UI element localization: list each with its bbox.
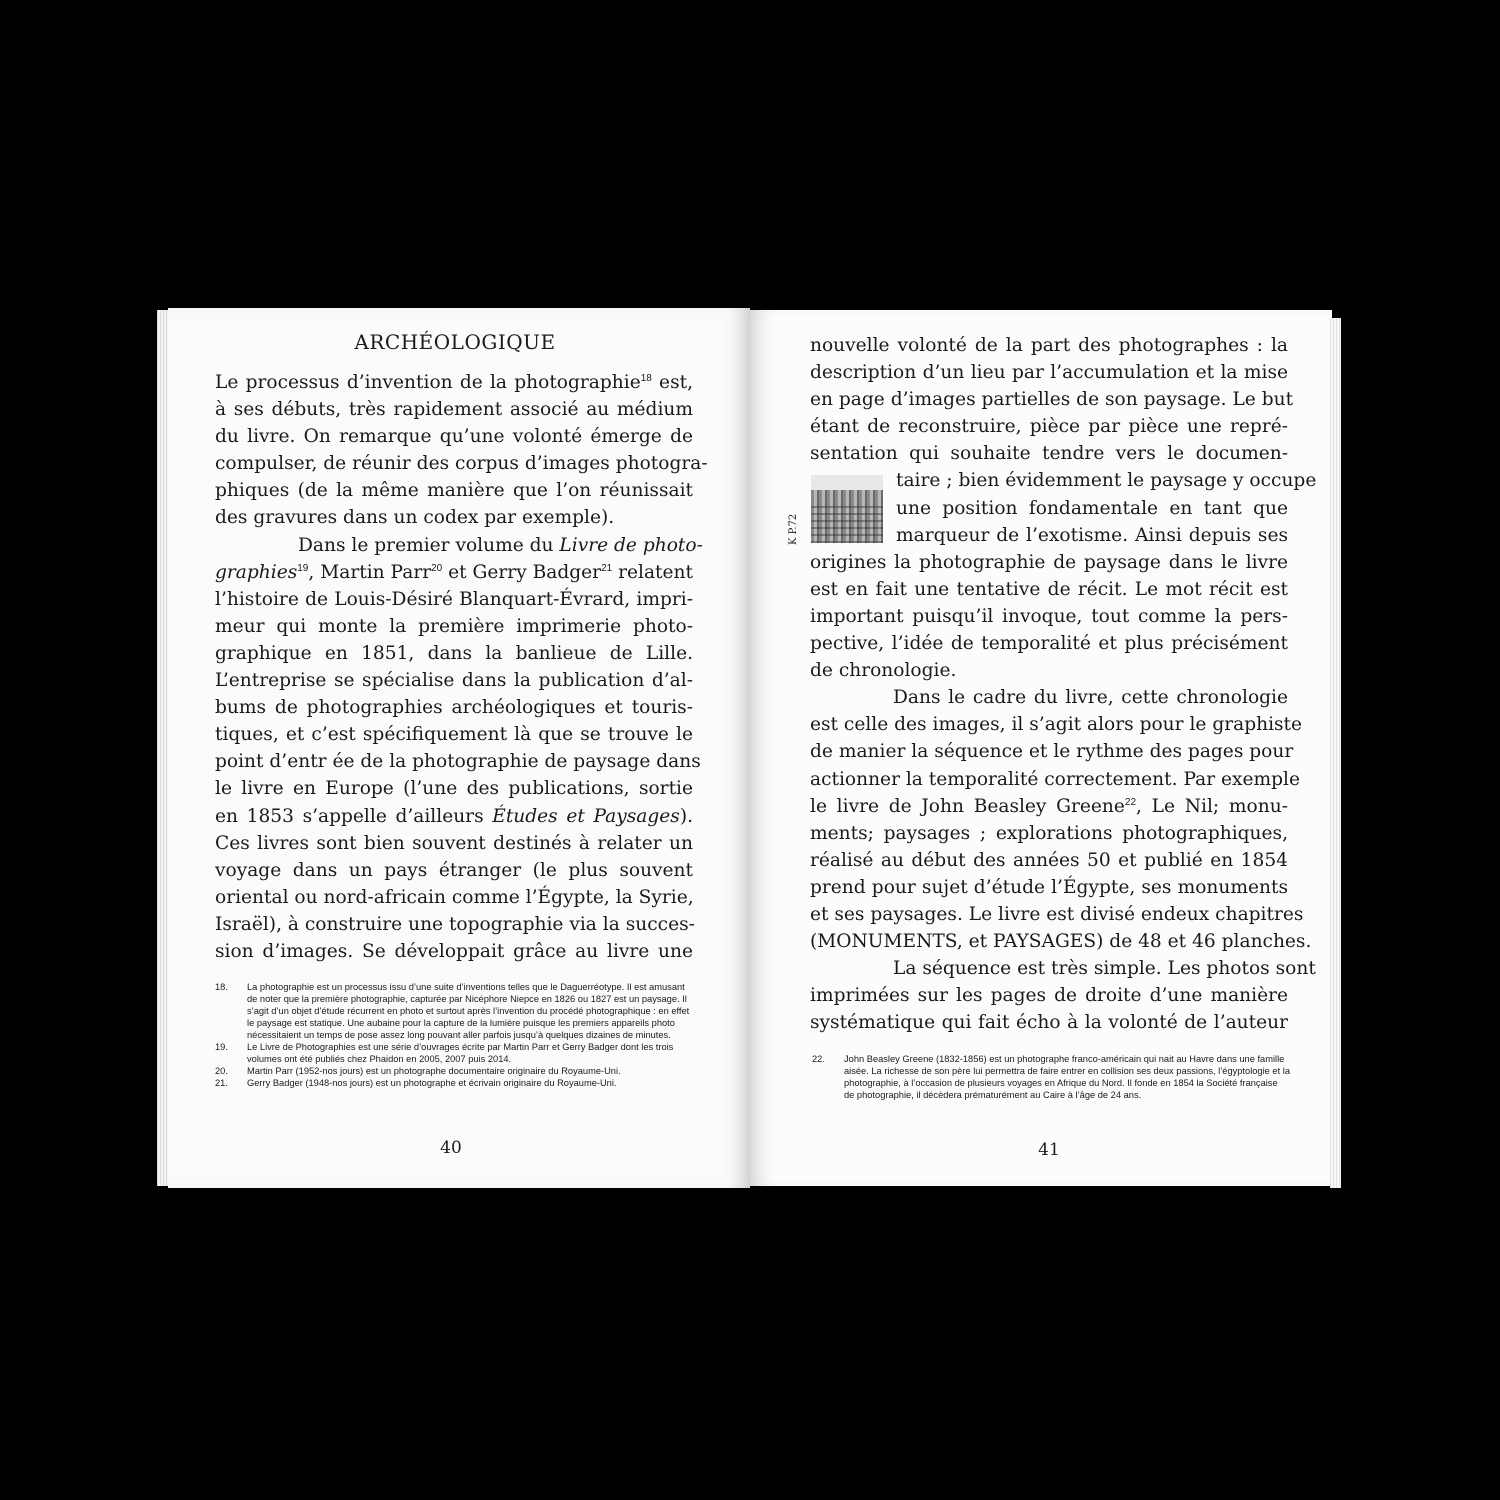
page-edges-right xyxy=(1330,318,1341,1188)
text-line: nouvelle volonté de la part des photographes : la xyxy=(810,335,1288,356)
text-line: bums de photographies archéologiques et touris- xyxy=(215,697,693,719)
text-line: graphique en 1851, dans la banlieue de Lille. xyxy=(215,642,693,664)
text-line: du livre. On remarque qu’une volonté émerge de xyxy=(215,426,693,448)
text-line: le livre en Europe (l’une des publications, sortie xyxy=(215,778,693,800)
text-line: est celle des images, il s’agit alors pour le graphiste xyxy=(810,714,1303,736)
text-line: compulser, de réunir des corpus d’images photogra- xyxy=(215,453,708,475)
text-line: meur qui monte la première imprimerie photo- xyxy=(215,615,693,637)
text-line: le livre de John Beasley Greene$^{22}$, Le Nil; monu- xyxy=(810,795,1288,817)
text-line: Le processus d’invention de la photographie$^{18}$ est, xyxy=(215,372,693,393)
text-line: description d’un lieu par l’accumulation et la mise xyxy=(810,362,1288,384)
text-line: de manier la séquence et le rythme des pages pour xyxy=(810,741,1294,763)
text-line: marqueur de l’exotisme. Ainsi depuis ses xyxy=(896,524,1288,546)
text-line: imprimées sur les pages de droite d’une manière xyxy=(810,985,1288,1007)
text-line: sion d’images. Se développait grâce au livre une xyxy=(215,940,693,962)
text-line: taire ; bien évidemment le paysage y occupe xyxy=(896,470,1317,492)
text-line: actionner la temporalité correctement. Par exemple xyxy=(810,768,1300,790)
page-number-right: 41 xyxy=(1038,1140,1060,1160)
left-footnotes xyxy=(215,981,693,1089)
text-line: étant de reconstruire, pièce par pièce une repré- xyxy=(810,416,1288,438)
text-line: L’entreprise se spécialise dans la publication d’al- xyxy=(215,670,693,692)
text-line: graphies$^{19}$, Martin Parr$^{20}$ et Gerry Badger$^{21}$ relatent xyxy=(215,561,693,583)
text-line: prend pour sujet d’étude l’Égypte, ses monuments xyxy=(810,876,1288,898)
text-line: réalisé au début des années 50 et publié en 1854 xyxy=(810,849,1288,871)
text-line: sentation qui souhaite tendre vers le documen- xyxy=(810,443,1288,465)
text-line: voyage dans un pays étranger (le plus souvent xyxy=(215,859,693,881)
page-number-left: 40 xyxy=(440,1138,462,1158)
text-line: en 1853 s’appelle d’ailleurs Études et Paysages). xyxy=(215,805,693,827)
footnote: 21. Gerry Badger (1948-nos jours) est un photographe et écrivain originaire du Royaume-Uni. xyxy=(215,1078,617,1088)
text-line: origines la photographie de paysage dans le livre xyxy=(810,551,1288,573)
text-line: et ses paysages. Le livre est divisé endeux chapitres xyxy=(810,903,1304,925)
text-line: systématique qui fait écho à la volonté de l’auteur xyxy=(810,1012,1288,1034)
left-body-text xyxy=(215,369,708,965)
text-line: en page d’images partielles de son paysage. Le but xyxy=(810,389,1294,411)
text-line: est en fait une tentative de récit. Le mot récit est xyxy=(810,578,1288,600)
right-footnotes xyxy=(812,1053,1290,1101)
text-line: Dans le premier volume du Livre de photo- xyxy=(298,534,703,556)
text-line: oriental ou nord-africain comme l’Égypte, la Syrie, xyxy=(215,886,694,908)
text-line: point d’entr ée de la photographie de paysage dans xyxy=(215,751,701,773)
side-reference-mark: K P.72 xyxy=(788,513,799,545)
text-line: des gravures dans un codex par exemple). xyxy=(215,507,615,529)
footnote: 19. Le Livre de Photographies est une série d’ouvrages écrite par Martin Parr et Gerry Badger dont les trois volumes ont été publiés chez Phaidon en 2005, 2007 puis 2014. xyxy=(215,1042,674,1064)
text-line: important puisqu’il invoque, tout comme la pers- xyxy=(810,605,1288,627)
text-line: Ces livres sont bien souvent destinés à relater un xyxy=(215,832,693,854)
text-line: Dans le cadre du livre, cette chronologie xyxy=(893,687,1288,709)
text-line: à ses débuts, très rapidement associé au médium xyxy=(215,399,693,421)
text-line: une position fondamentale en tant que xyxy=(896,497,1288,519)
text-line: ments; paysages ; explorations photographiques, xyxy=(810,822,1288,844)
footnote: 18. La photographie est un processus issu d’une suite d’inventions telles que le Daguerréotype. Il est amusant de noter que la première photographie, capturée par Nicéphore Niepce en 1826 ou 1827 est un paysage. Il s’agit d’un objet d’étude récurrent en photo et surtout après l’invention du procédé photographique : en effet le paysage est statique. Une aubaine pour la capture de la lumière puisque les premiers appareils photo nécessitaient un temps de pose assez long pouvant aller parfois jusqu’à quelques dizaines de minutes. xyxy=(215,982,690,1040)
text-line: de chronologie. xyxy=(810,660,957,682)
footnote: 20. Martin Parr (1952-nos jours) est un photographe documentaire originaire du Royaume-Uni. xyxy=(215,1066,621,1076)
text-line: tiques, et c’est spécifiquement là que se trouve le xyxy=(215,724,693,746)
footnote: 22. John Beasley Greene (1832-1856) est un photographe franco-américain qui nait au Havre dans une famille aisée. La richesse de son père lui permettra de faire entrer en collision ses deux passions, l’égyptologie et la photographie, à l’occasion de plusieurs voyages en Afrique du Nord. Il fonde en 1854 la Société française de photographie, il décèdera prématurément au Caire à l’âge de 24 ans. xyxy=(812,1054,1290,1100)
text-line: pective, l’idée de temporalité et plus précisément xyxy=(810,633,1288,655)
text-line: Israël), à construire une topographie via la succes- xyxy=(215,913,695,935)
text-line: l’histoire de Louis-Désiré Blanquart-Évrard, impri- xyxy=(215,588,693,610)
text-line: (MONUMENTS, et PAYSAGES) de 48 et 46 planches. xyxy=(810,931,1312,953)
right-body-text xyxy=(810,332,1317,1036)
section-heading: ARCHÉOLOGIQUE xyxy=(354,330,556,354)
text-line: La séquence est très simple. Les photos sont xyxy=(893,958,1316,980)
text-line: phiques (de la même manière que l’on réunissait xyxy=(215,480,693,502)
